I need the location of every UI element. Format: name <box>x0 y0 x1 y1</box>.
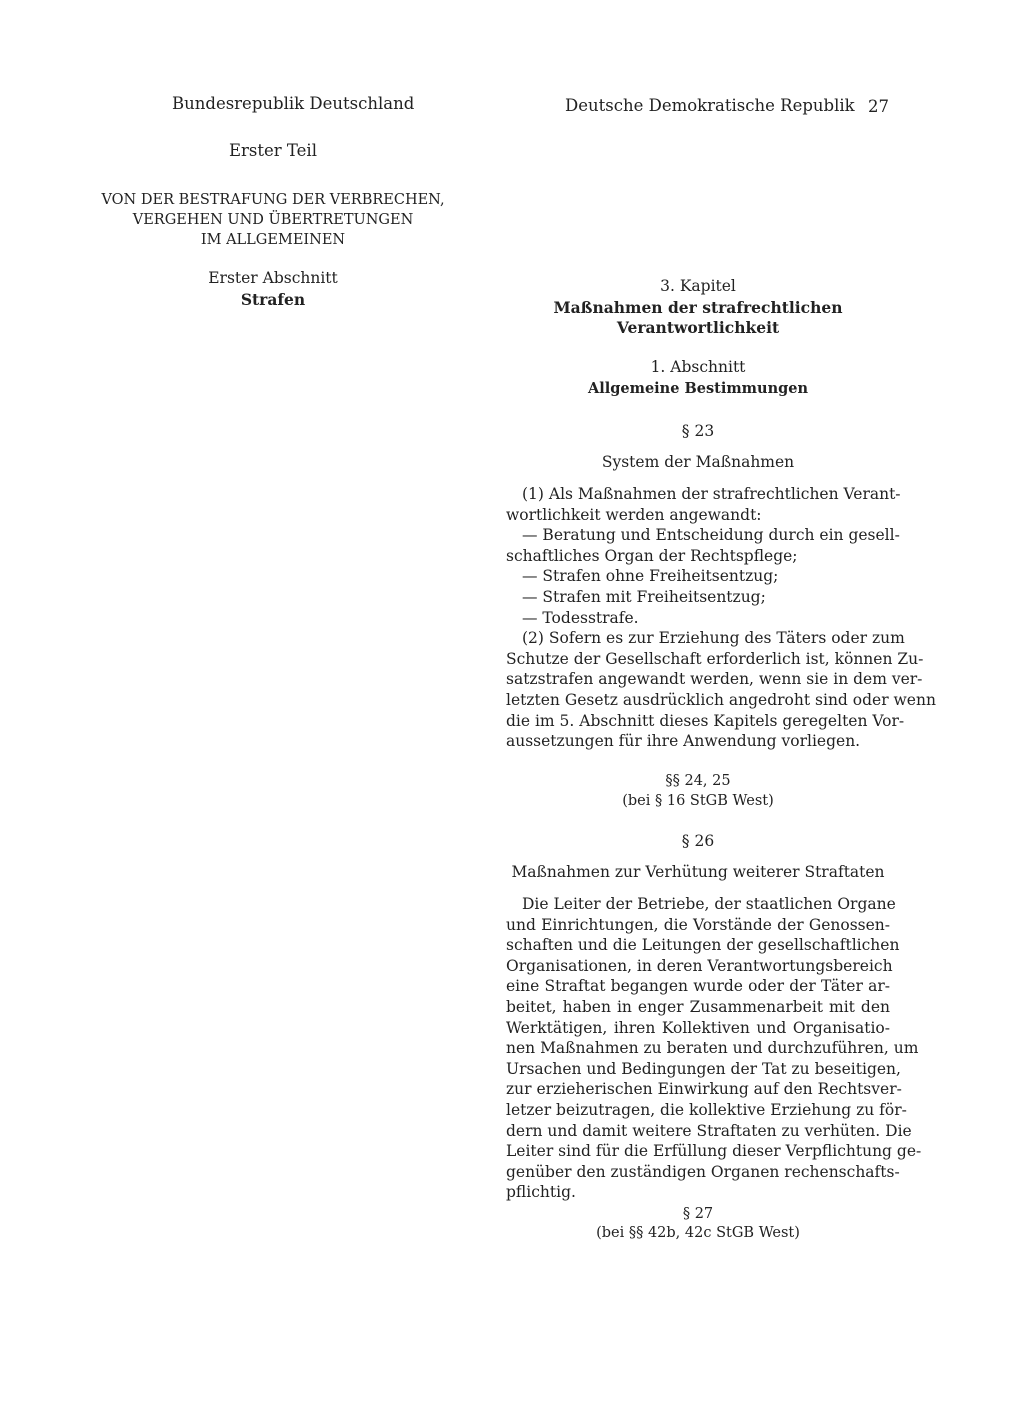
body-line: eine Straftat begangen wurde oder der Täter ar- <box>506 977 890 996</box>
part-heading <box>100 190 446 250</box>
left-section-subtitle: Strafen <box>240 290 306 309</box>
body-line: und Einrichtungen, die Vorstände der Genossen- <box>506 915 890 934</box>
body-line: (1) Als Maßnahmen der strafrechtlichen Verant- <box>522 485 901 503</box>
part-heading-line: VON DER BESTRAFUNG DER VERBRECHEN, <box>101 192 445 208</box>
body-line: schaftliches Organ der Rechtspflege; <box>506 546 798 565</box>
body-line: (2) Sofern es zur Erziehung des Täters oder zum <box>522 629 905 648</box>
body-line: — Strafen mit Freiheitsentzug; <box>522 587 766 606</box>
paragraph-23-body <box>506 484 936 752</box>
body-line: aussetzungen für ihre Anwendung vorliegen. <box>506 732 861 751</box>
part-heading-line: IM ALLGEMEINEN <box>200 232 346 248</box>
chapter-title <box>506 298 890 338</box>
right-section-title: Allgemeine Bestimmungen <box>587 380 809 397</box>
body-line: — Beratung und Entscheidung durch ein gesell- <box>522 526 900 545</box>
body-line: letzer beizutragen, die kollektive Erziehung zu för- <box>506 1100 907 1119</box>
body-line: — Todesstrafe. <box>522 608 639 627</box>
body-line: wortlichkeit werden angewandt: <box>506 505 762 524</box>
body-line: Schutze der Gesellschaft erforderlich ist, können Zu- <box>506 649 924 668</box>
header-right-title: Deutsche Demokratische Republik <box>565 96 855 115</box>
body-line: die im 5. Abschnitt dieses Kapitels geregelten Vor- <box>506 711 905 730</box>
body-line: beitet, haben in enger Zusammenarbeit mit den <box>506 997 890 1016</box>
paragraph-23-number: § 23 <box>681 422 715 440</box>
body-line: — Strafen ohne Freiheitsentzug; <box>522 567 779 586</box>
body-line: nen Maßnahmen zu beraten und durchzuführen, um <box>506 1039 919 1058</box>
body-line: Ursachen und Bedingungen der Tat zu beseitigen, <box>506 1059 901 1078</box>
header-left-title: Bundesrepublik Deutschland <box>172 94 415 113</box>
body-line: dern und damit weitere Straftaten zu verhüten. Die <box>506 1121 912 1140</box>
right-section-number: 1. Abschnitt <box>650 358 746 376</box>
body-line: letzten Gesetz ausdrücklich angedroht sind oder wenn <box>506 690 936 709</box>
left-section-title: Erster Abschnitt <box>208 269 338 287</box>
chapter-number: 3. Kapitel <box>660 277 736 295</box>
body-line: Die Leiter der Betriebe, der staatlichen Organe <box>522 895 896 913</box>
paragraph-24-25-reference: (bei § 16 StGB West) <box>622 793 774 809</box>
paragraph-26-number: § 26 <box>681 832 715 850</box>
part-heading-line: VERGEHEN UND ÜBERTRETUNGEN <box>132 212 414 228</box>
body-line: pflichtig. <box>506 1183 576 1202</box>
chapter-title-line: Verantwortlichkeit <box>616 318 780 337</box>
paragraph-27-reference: (bei §§ 42b, 42c StGB West) <box>596 1225 800 1241</box>
body-line: satzstrafen angewandt werden, wenn sie in dem ver- <box>506 670 923 689</box>
body-line: genüber den zuständigen Organen rechenschafts- <box>506 1162 900 1181</box>
paragraph-27-number: § 27 <box>682 1206 714 1222</box>
paragraph-26-title: Maßnahmen zur Verhütung weiterer Straftaten <box>511 863 885 881</box>
part-title: Erster Teil <box>229 141 317 160</box>
paragraph-23-title: System der Maßnahmen <box>601 453 795 471</box>
body-line: zur erzieherischen Einwirkung auf den Rechtsver- <box>506 1080 902 1099</box>
page-number: 27 <box>868 97 889 116</box>
body-line: schaften und die Leitungen der gesellschaftlichen <box>506 936 900 955</box>
paragraph-24-25-number: §§ 24, 25 <box>665 773 731 789</box>
paragraph-26-body <box>506 894 922 1203</box>
chapter-title-line: Maßnahmen der strafrechtlichen <box>553 298 843 317</box>
body-line: Organisationen, in deren Verantwortungsbereich <box>506 956 893 975</box>
body-line: Werktätigen, ihren Kollektiven und Organisatio- <box>506 1018 890 1037</box>
body-line: Leiter sind für die Erfüllung dieser Verpflichtung ge- <box>506 1142 922 1161</box>
